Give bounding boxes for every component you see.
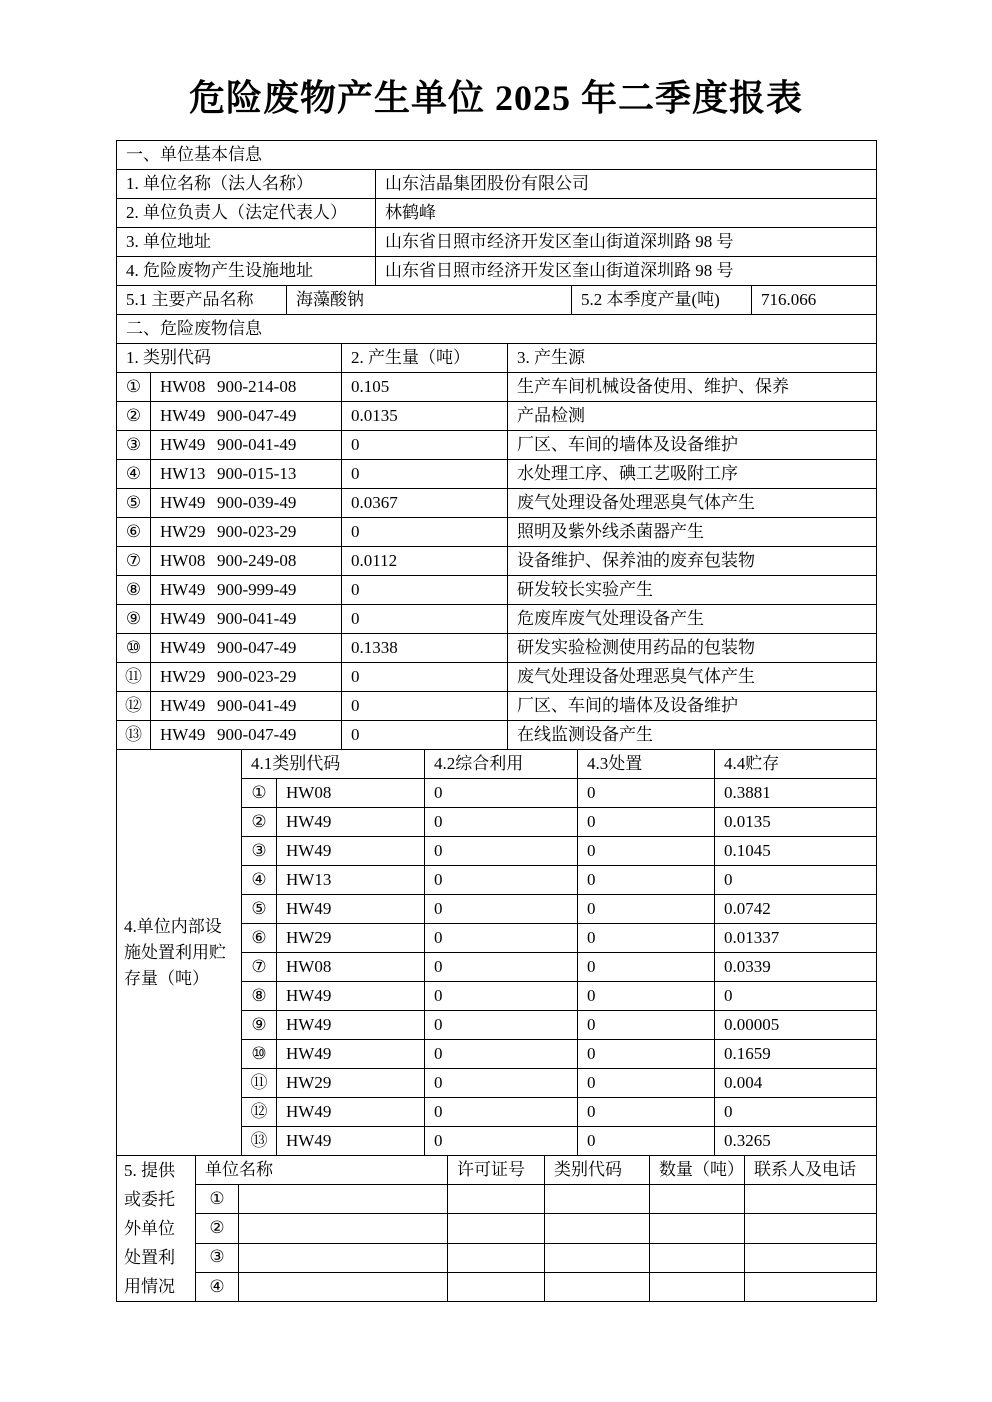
section2-header: 二、危险废物信息: [117, 315, 877, 344]
reuse-amount: 0: [425, 982, 578, 1011]
storage-amount: 0.3881: [715, 779, 877, 808]
row-index: ⑤: [242, 895, 277, 924]
storage-amount: 0.00005: [715, 1011, 877, 1040]
hw-type: HW49: [160, 695, 206, 715]
row-index: ②: [117, 402, 151, 431]
generation-source: 水处理工序、碘工艺吸附工序: [508, 460, 877, 489]
section1-header: 一、单位基本信息: [117, 141, 877, 170]
col-unit-name: 单位名称: [196, 1156, 448, 1185]
external-code-cell: [545, 1243, 650, 1272]
disposal-amount: 0: [578, 779, 715, 808]
hw-type: HW49: [160, 608, 206, 628]
waste-row: [117, 518, 877, 547]
row-index: ⑫: [117, 692, 151, 721]
unit-name-row: [117, 170, 877, 199]
col-contact-phone: 联系人及电话: [745, 1156, 877, 1185]
hw-type: HW08: [160, 550, 206, 570]
generation-source: 废气处理设备处理恶臭气体产生: [508, 663, 877, 692]
waste-row: [117, 460, 877, 489]
disposal-amount: 0: [578, 808, 715, 837]
waste-code-cell: [151, 721, 342, 750]
disposal-amount: 0: [578, 1098, 715, 1127]
row-index: ⑨: [242, 1011, 277, 1040]
row-index: ③: [242, 837, 277, 866]
row-index: ⑪: [242, 1069, 277, 1098]
row-index: ⑥: [242, 924, 277, 953]
facility-address-row: [117, 257, 877, 286]
product-row-table: [116, 285, 877, 315]
disposal-amount: 0: [578, 895, 715, 924]
generation-amount: 0: [342, 605, 508, 634]
unit-address-row: [117, 228, 877, 257]
storage-amount: 0.01337: [715, 924, 877, 953]
product-name-label: 5.1 主要产品名称: [117, 286, 287, 315]
row-index: ⑤: [117, 489, 151, 518]
external-contact-cell: [745, 1243, 877, 1272]
hw-type: HW49: [277, 895, 425, 924]
product-name-value: 海藻酸钠: [287, 286, 572, 315]
col-quantity: 数量（吨）: [650, 1156, 745, 1185]
waste-code-cell: [151, 692, 342, 721]
col-category-code: 4.1类别代码: [242, 750, 425, 779]
external-disposal-label: [117, 1156, 196, 1302]
disposal-amount: 0: [578, 924, 715, 953]
waste-row: [117, 373, 877, 402]
waste-code: 900-041-49: [217, 608, 297, 628]
section2-header-row: [117, 315, 877, 344]
waste-row: [117, 402, 877, 431]
reuse-amount: 0: [425, 895, 578, 924]
reuse-amount: 0: [425, 837, 578, 866]
waste-row: [117, 605, 877, 634]
row-index: ⑫: [242, 1098, 277, 1127]
generation-amount: 0: [342, 460, 508, 489]
waste-row: [117, 663, 877, 692]
field-value: 山东省日照市经济开发区奎山街道深圳路 98 号: [376, 257, 877, 286]
external-disposal-table: [116, 1155, 877, 1302]
storage-amount: 0: [715, 982, 877, 1011]
disposal-amount: 0: [578, 953, 715, 982]
waste-generation-header-row: [117, 344, 877, 373]
disposal-amount: 0: [578, 1011, 715, 1040]
col-generation-amount: 2. 产生量（吨）: [342, 344, 508, 373]
product-row: [117, 286, 877, 315]
generation-amount: 0: [342, 431, 508, 460]
row-index: ④: [242, 866, 277, 895]
row-index: ⑨: [117, 605, 151, 634]
external-qty-cell: [650, 1185, 745, 1214]
waste-row: [117, 692, 877, 721]
col-comprehensive-use: 4.2综合利用: [425, 750, 578, 779]
row-index: ②: [242, 808, 277, 837]
row-index: ⑧: [242, 982, 277, 1011]
waste-code: 900-047-49: [217, 724, 297, 744]
hw-type: HW29: [277, 1069, 425, 1098]
internal-disposal-label-text: 4.单位内部设施处置利用贮存量（吨）: [124, 916, 226, 988]
row-index: ①: [117, 373, 151, 402]
hw-type: HW49: [277, 982, 425, 1011]
generation-amount: 0: [342, 721, 508, 750]
waste-code: 900-023-29: [217, 666, 297, 686]
row-index: ③: [196, 1243, 239, 1272]
waste-row: [117, 634, 877, 663]
row-index: ⑦: [117, 547, 151, 576]
external-unit-name-cell: [239, 1243, 448, 1272]
hw-type: HW29: [160, 521, 206, 541]
waste-row: [117, 489, 877, 518]
external-unit-name-cell: [239, 1185, 448, 1214]
field-label: 2. 单位负责人（法定代表人）: [117, 199, 376, 228]
external-license-cell: [448, 1214, 545, 1243]
row-index: ④: [117, 460, 151, 489]
external-license-cell: [448, 1243, 545, 1272]
waste-code: 900-214-08: [217, 376, 297, 396]
external-contact-cell: [745, 1214, 877, 1243]
hw-type: HW49: [277, 1127, 425, 1156]
hw-type: HW49: [160, 637, 206, 657]
field-value: 山东洁晶集团股份有限公司: [376, 170, 877, 199]
col-license-number: 许可证号: [448, 1156, 545, 1185]
storage-amount: 0.0742: [715, 895, 877, 924]
generation-source: 产品检测: [508, 402, 877, 431]
generation-amount: 0: [342, 576, 508, 605]
col-category-code: 1. 类别代码: [117, 344, 342, 373]
quarter-output-value: 716.066: [752, 286, 877, 315]
section1-header-row: [117, 141, 877, 170]
storage-amount: 0.1045: [715, 837, 877, 866]
disposal-amount: 0: [578, 837, 715, 866]
row-index: ⑩: [117, 634, 151, 663]
unit-head-row: [117, 199, 877, 228]
waste-code-cell: [151, 402, 342, 431]
hw-type: HW49: [277, 1011, 425, 1040]
waste-code: 900-039-49: [217, 492, 297, 512]
row-index: ⑬: [242, 1127, 277, 1156]
reuse-amount: 0: [425, 1127, 578, 1156]
external-qty-cell: [650, 1243, 745, 1272]
waste-code-cell: [151, 489, 342, 518]
waste-code-cell: [151, 460, 342, 489]
row-index: ①: [196, 1185, 239, 1214]
report-title: 危险废物产生单位 2025 年二季度报表: [188, 78, 803, 118]
internal-disposal-header-row: [117, 750, 877, 779]
waste-code-cell: [151, 518, 342, 547]
reuse-amount: 0: [425, 1011, 578, 1040]
reuse-amount: 0: [425, 1098, 578, 1127]
hw-type: HW29: [277, 924, 425, 953]
waste-code: 900-047-49: [217, 405, 297, 425]
row-index: ④: [196, 1272, 239, 1301]
external-license-cell: [448, 1272, 545, 1301]
waste-row: [117, 547, 877, 576]
row-index: ⑧: [117, 576, 151, 605]
reuse-amount: 0: [425, 1069, 578, 1098]
generation-source: 研发实验检测使用药品的包装物: [508, 634, 877, 663]
generation-source: 厂区、车间的墙体及设备维护: [508, 692, 877, 721]
hw-type: HW49: [160, 579, 206, 599]
generation-source: 废气处理设备处理恶臭气体产生: [508, 489, 877, 518]
hw-type: HW13: [277, 866, 425, 895]
hw-type: HW08: [160, 376, 206, 396]
row-index: ⑬: [117, 721, 151, 750]
row-index: ①: [242, 779, 277, 808]
generation-amount: 0.0112: [342, 547, 508, 576]
col-generation-source: 3. 产生源: [508, 344, 877, 373]
hw-type: HW49: [277, 1040, 425, 1069]
waste-code: 900-041-49: [217, 434, 297, 454]
hw-type: HW13: [160, 463, 206, 483]
generation-amount: 0: [342, 692, 508, 721]
reuse-amount: 0: [425, 866, 578, 895]
external-row: [117, 1272, 877, 1301]
reuse-amount: 0: [425, 779, 578, 808]
generation-source: 危废库废气处理设备产生: [508, 605, 877, 634]
external-qty-cell: [650, 1272, 745, 1301]
waste-code-cell: [151, 605, 342, 634]
hw-type: HW08: [277, 779, 425, 808]
generation-amount: 0.0367: [342, 489, 508, 518]
waste-generation-table: [116, 343, 877, 750]
reuse-amount: 0: [425, 953, 578, 982]
field-label: 1. 单位名称（法人名称）: [117, 170, 376, 199]
disposal-amount: 0: [578, 866, 715, 895]
disposal-amount: 0: [578, 1127, 715, 1156]
external-qty-cell: [650, 1214, 745, 1243]
external-code-cell: [545, 1272, 650, 1301]
disposal-amount: 0: [578, 1040, 715, 1069]
waste-code-cell: [151, 576, 342, 605]
hw-type: HW08: [277, 953, 425, 982]
generation-source: 在线监测设备产生: [508, 721, 877, 750]
hw-type: HW49: [160, 434, 206, 454]
external-code-cell: [545, 1214, 650, 1243]
row-index: ②: [196, 1214, 239, 1243]
external-contact-cell: [745, 1185, 877, 1214]
disposal-amount: 0: [578, 1069, 715, 1098]
external-disposal-label-text: 5. 提供或委托外单位处置利用情况: [124, 1161, 175, 1296]
hw-type: HW49: [160, 724, 206, 744]
waste-row: [117, 721, 877, 750]
waste-code: 900-047-49: [217, 637, 297, 657]
col-category-code: 类别代码: [545, 1156, 650, 1185]
generation-source: 设备维护、保养油的废弃包装物: [508, 547, 877, 576]
external-row: [117, 1185, 877, 1214]
generation-source: 厂区、车间的墙体及设备维护: [508, 431, 877, 460]
hw-type: HW49: [160, 492, 206, 512]
storage-amount: 0: [715, 866, 877, 895]
hw-type: HW49: [277, 837, 425, 866]
generation-amount: 0.1338: [342, 634, 508, 663]
generation-source: 生产车间机械设备使用、维护、保养: [508, 373, 877, 402]
generation-source: 照明及紫外线杀菌器产生: [508, 518, 877, 547]
generation-source: 研发较长实验产生: [508, 576, 877, 605]
waste-code-cell: [151, 663, 342, 692]
row-index: ⑪: [117, 663, 151, 692]
storage-amount: 0.1659: [715, 1040, 877, 1069]
waste-code: 900-999-49: [217, 579, 297, 599]
report-sheet: [116, 140, 876, 1302]
waste-code: 900-249-08: [217, 550, 297, 570]
storage-amount: 0: [715, 1098, 877, 1127]
hw-type: HW29: [160, 666, 206, 686]
basic-info-table: [116, 140, 877, 286]
external-license-cell: [448, 1185, 545, 1214]
external-unit-name-cell: [239, 1272, 448, 1301]
storage-amount: 0.0339: [715, 953, 877, 982]
external-row: [117, 1243, 877, 1272]
generation-amount: 0.0135: [342, 402, 508, 431]
waste-code-cell: [151, 547, 342, 576]
row-index: ⑩: [242, 1040, 277, 1069]
storage-amount: 0.0135: [715, 808, 877, 837]
field-value: 山东省日照市经济开发区奎山街道深圳路 98 号: [376, 228, 877, 257]
waste-code-cell: [151, 431, 342, 460]
external-disposal-header-row: [117, 1156, 877, 1185]
field-value: 林鹤峰: [376, 199, 877, 228]
waste-code: 900-041-49: [217, 695, 297, 715]
hw-type: HW49: [277, 1098, 425, 1127]
col-storage: 4.4贮存: [715, 750, 877, 779]
storage-amount: 0.3265: [715, 1127, 877, 1156]
quarter-output-label: 5.2 本季度产量(吨): [572, 286, 752, 315]
internal-disposal-label: [117, 750, 242, 1156]
waste-code: 900-023-29: [217, 521, 297, 541]
waste-code-cell: [151, 373, 342, 402]
waste-code: 900-015-13: [217, 463, 297, 483]
waste-code-cell: [151, 634, 342, 663]
generation-amount: 0: [342, 518, 508, 547]
row-index: ③: [117, 431, 151, 460]
reuse-amount: 0: [425, 1040, 578, 1069]
hw-type: HW49: [277, 808, 425, 837]
external-row: [117, 1214, 877, 1243]
field-label: 4. 危险废物产生设施地址: [117, 257, 376, 286]
row-index: ⑦: [242, 953, 277, 982]
reuse-amount: 0: [425, 808, 578, 837]
generation-amount: 0.105: [342, 373, 508, 402]
row-index: ⑥: [117, 518, 151, 547]
field-label: 3. 单位地址: [117, 228, 376, 257]
col-disposal: 4.3处置: [578, 750, 715, 779]
waste-row: [117, 431, 877, 460]
external-unit-name-cell: [239, 1214, 448, 1243]
internal-disposal-table: [116, 749, 877, 1156]
disposal-amount: 0: [578, 982, 715, 1011]
external-contact-cell: [745, 1272, 877, 1301]
storage-amount: 0.004: [715, 1069, 877, 1098]
waste-row: [117, 576, 877, 605]
external-code-cell: [545, 1185, 650, 1214]
generation-amount: 0: [342, 663, 508, 692]
waste-info-header-table: [116, 314, 877, 344]
hw-type: HW49: [160, 405, 206, 425]
reuse-amount: 0: [425, 924, 578, 953]
